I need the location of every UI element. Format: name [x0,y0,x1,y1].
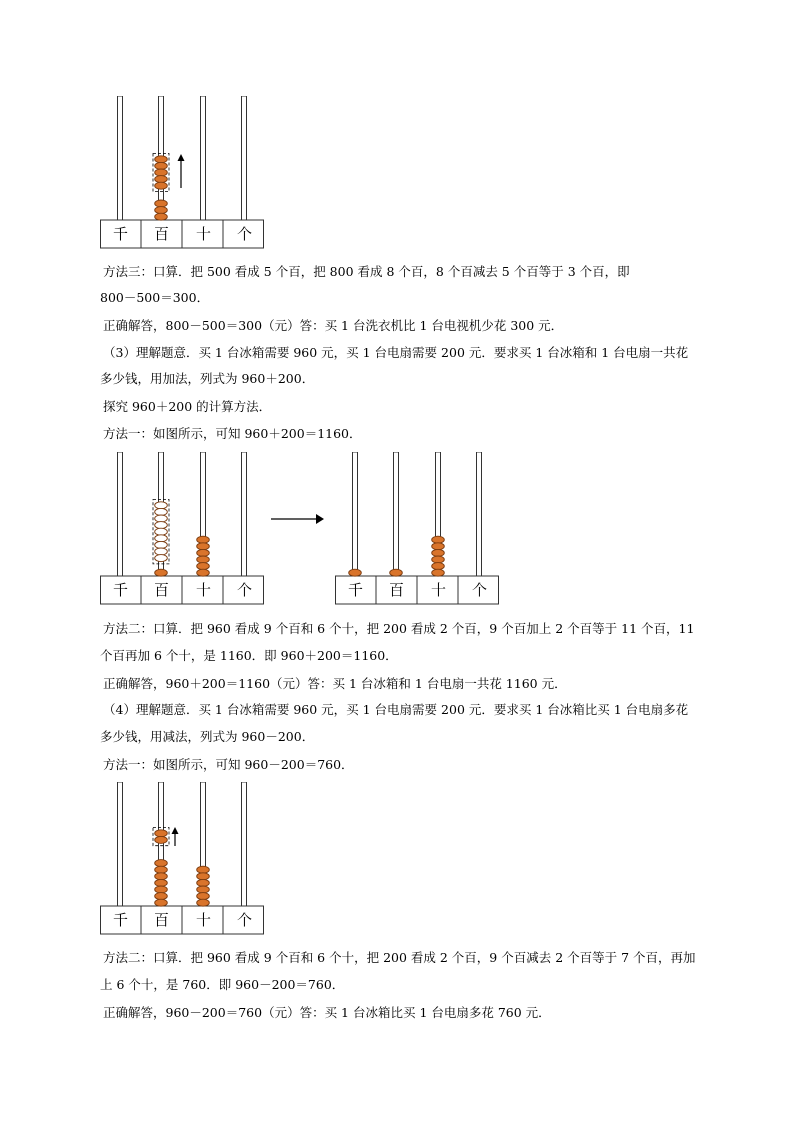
abacus-bead [432,549,445,556]
abacus-rod [477,452,482,576]
column-label: 十 [195,225,212,243]
abacus-rod [118,96,123,220]
column-label: 个 [471,581,488,599]
column-label: 千 [347,581,364,599]
abacus-rod [242,782,247,906]
abacus-bead [155,879,168,886]
column-label: 十 [195,581,212,599]
column-label: 个 [236,911,253,929]
abacus-bead [155,522,168,529]
abacus-rod [353,452,358,576]
abacus-bead [155,548,168,555]
abacus-bead [197,569,210,576]
abacus-bead [155,200,168,207]
abacus-bead [155,535,168,542]
abacus-rod [118,452,123,576]
abacus-diagram-4 [100,782,280,937]
abacus-bead [155,569,168,576]
abacus-bead [197,549,210,556]
abacus-bead [432,563,445,570]
abacus-bead [432,536,445,543]
abacus-bead [197,556,210,563]
abacus-rod [118,782,123,906]
column-label: 百 [153,581,170,599]
abacus-diagram-1 [100,96,280,251]
abacus-bead [432,543,445,550]
abacus-bead [155,860,168,867]
abacus-rod [242,96,247,220]
abacus-bead [197,536,210,543]
abacus-bead [155,866,168,873]
column-label: 千 [112,225,129,243]
column-label: 个 [236,581,253,599]
abacus-bead [349,569,362,576]
abacus-bead [432,569,445,576]
column-label: 百 [388,581,405,599]
column-label: 百 [153,225,170,243]
abacus-bead [155,176,168,183]
column-label: 千 [112,911,129,929]
abacus-bead [197,886,210,893]
abacus-bead [197,563,210,570]
column-label: 个 [236,225,253,243]
abacus-bead [155,156,168,163]
abacus-bead [155,528,168,535]
abacus-bead [155,213,168,220]
abacus-bead [197,873,210,880]
abacus-bead [155,893,168,900]
abacus-bead [155,836,168,843]
abacus-bead [197,893,210,900]
abacus-bead [155,508,168,515]
arrow-right-icon [270,512,326,526]
abacus-bead [155,169,168,176]
abacus-bead [155,541,168,548]
abacus-bead [197,543,210,550]
abacus-rod [201,96,206,220]
abacus-bead [155,162,168,169]
abacus-bead [155,873,168,880]
arrow-up-icon [178,154,185,161]
abacus-bead [155,886,168,893]
column-label: 十 [195,911,212,929]
abacus-bead [155,555,168,562]
abacus-bead [155,830,168,837]
abacus-bead [432,556,445,563]
abacus-bead [197,866,210,873]
abacus-bead [155,207,168,214]
abacus-bead [155,899,168,906]
abacus-bead [390,569,403,576]
abacus-bead [155,515,168,522]
abacus-rod [242,452,247,576]
abacus-bead [197,879,210,886]
abacus-bead [155,502,168,509]
abacus-rod [394,452,399,576]
arrow-up-icon [172,827,179,834]
abacus-diagram-2 [100,452,280,607]
column-label: 百 [153,911,170,929]
abacus-bead [155,182,168,189]
abacus-bead [197,899,210,906]
column-label: 十 [430,581,447,599]
column-label: 千 [112,581,129,599]
abacus-diagram-3 [335,452,515,607]
